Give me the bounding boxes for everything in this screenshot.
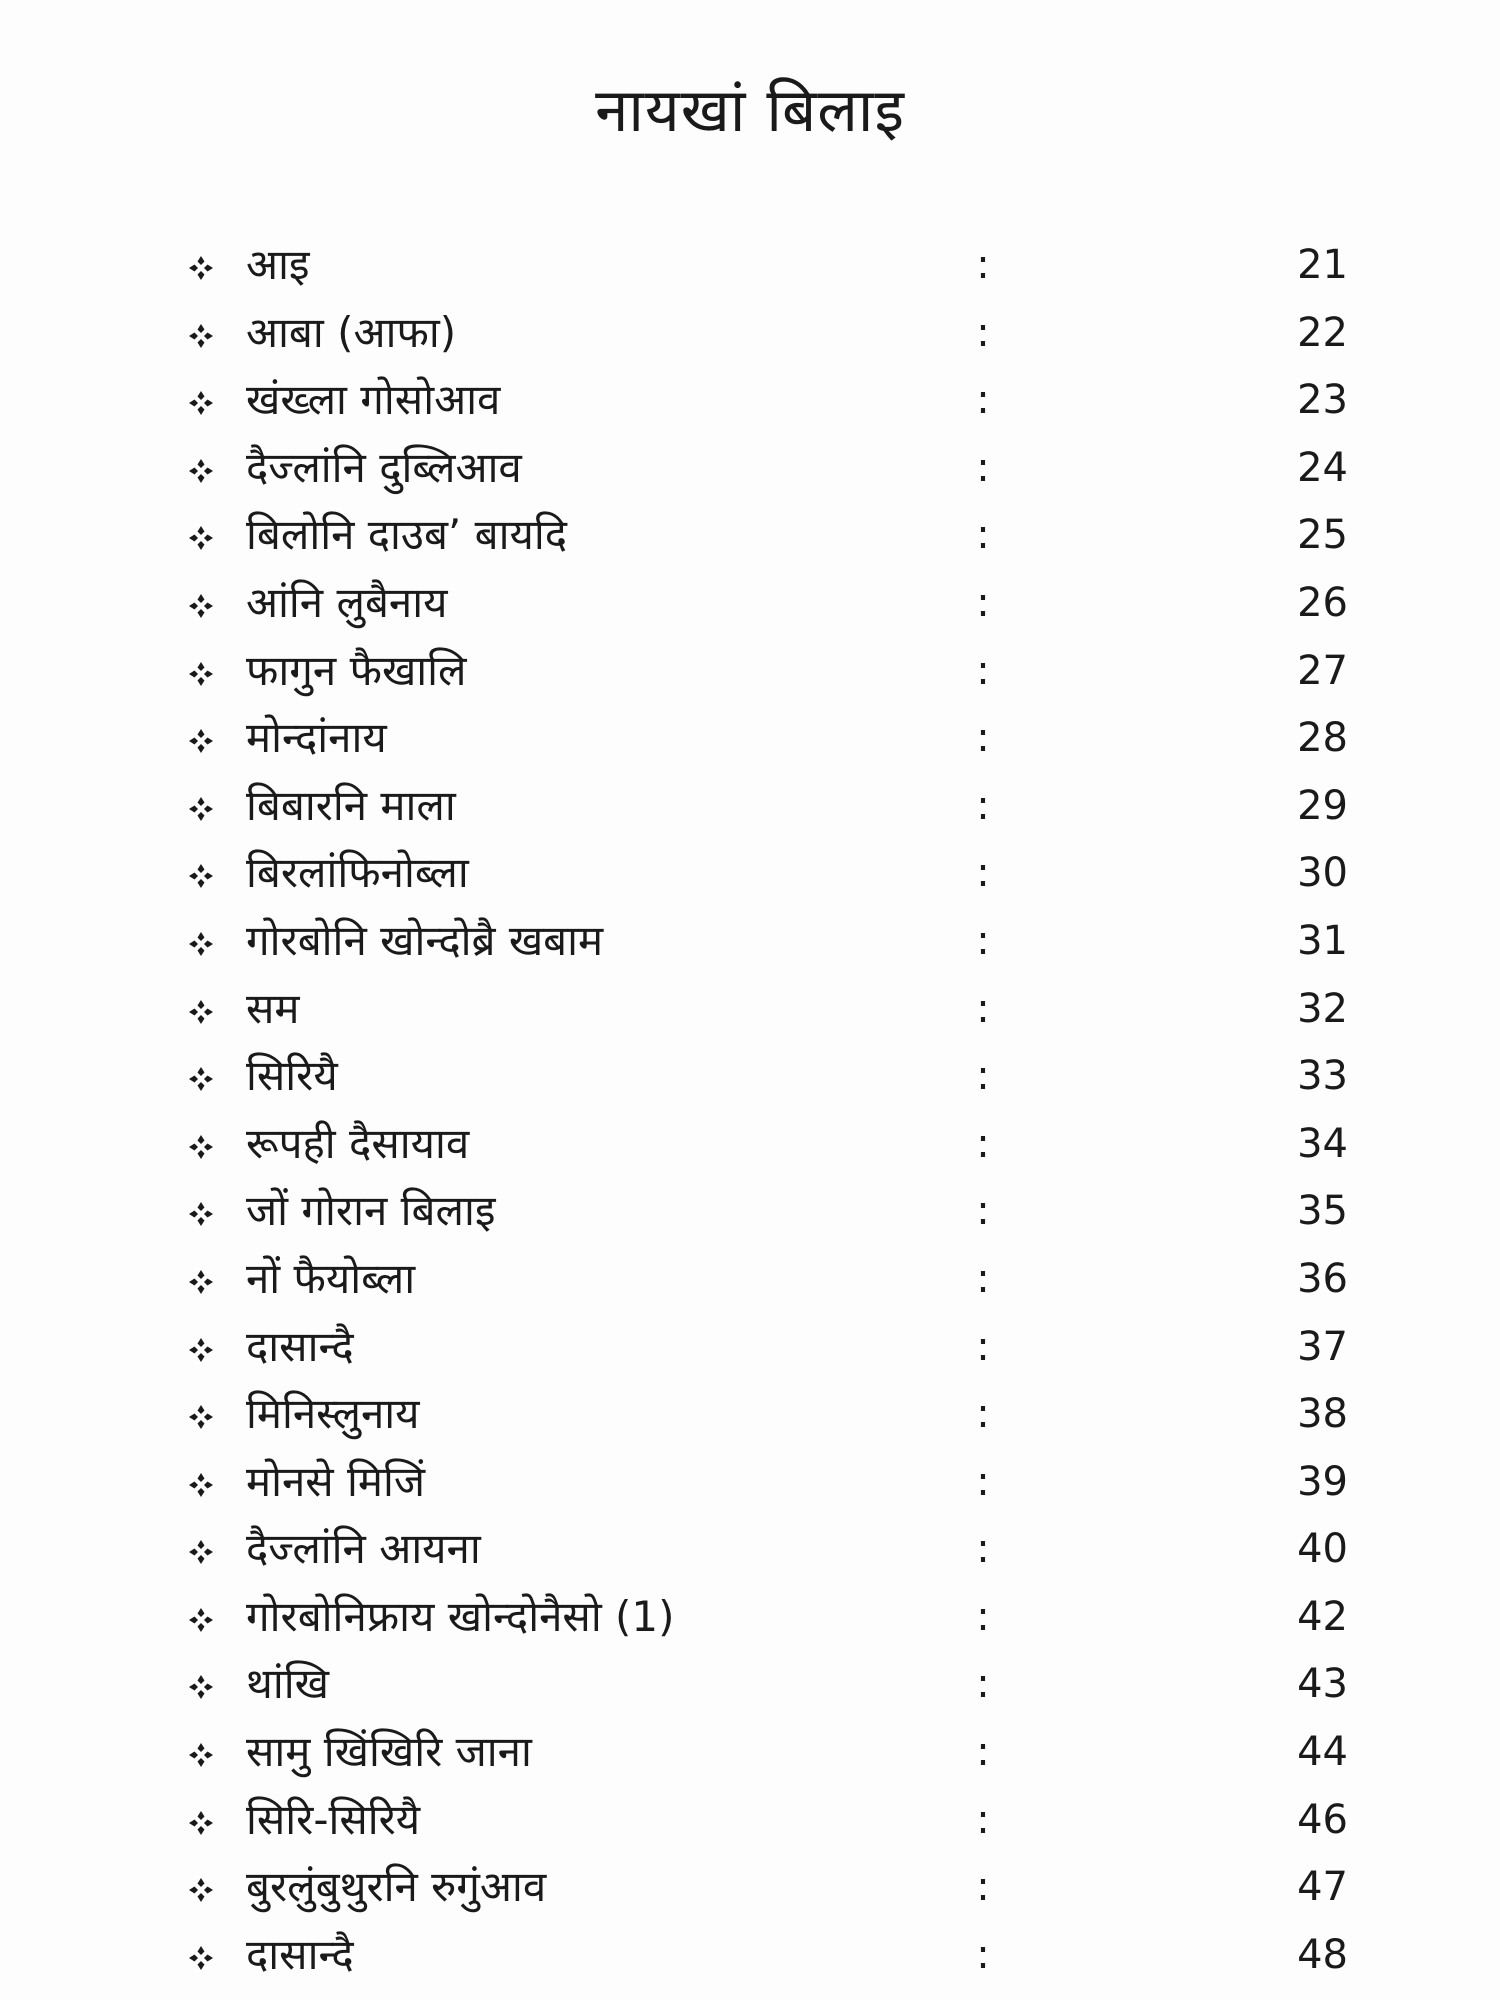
toc-separator: : [976,1323,990,1370]
diamond-bullet-icon [188,1607,214,1633]
toc-entry-title: सिरियै [246,1051,338,1101]
toc-entry-title: फागुन फैखालि [246,645,467,695]
toc-separator: : [976,1796,990,1843]
toc-page-number: 30 [1297,850,1348,897]
toc-page-number: 40 [1297,1526,1348,1573]
toc-entry [0,233,1500,301]
toc-entry [0,1923,1500,1991]
toc-page-number: 26 [1297,579,1348,626]
toc-page-number: 31 [1297,917,1348,964]
diamond-bullet-icon [188,458,214,484]
diamond-bullet-icon [188,1877,214,1903]
toc-separator: : [976,1391,990,1438]
toc-page-number: 21 [1297,242,1348,288]
toc-separator: : [976,1931,990,1978]
toc-entry [0,639,1500,707]
toc-entry-title: सामु खिंखिरि जाना [246,1727,532,1777]
toc-page-number: 47 [1297,1864,1348,1911]
toc-entry-title: आइ [246,240,310,289]
diamond-bullet-icon [188,1404,214,1430]
toc-separator: : [976,1053,990,1100]
toc-entry [0,1652,1500,1720]
toc-page-number: 34 [1297,1120,1348,1167]
toc-separator: : [976,715,990,762]
toc-entry [0,977,1500,1045]
diamond-bullet-icon [188,593,214,619]
toc-entry [0,1382,1500,1450]
diamond-bullet-icon [188,1742,214,1768]
toc-entry [0,1112,1500,1180]
toc-page-number: 33 [1297,1053,1348,1100]
table-of-contents [0,233,1500,1990]
diamond-bullet-icon [188,525,214,551]
toc-page-number: 24 [1297,444,1348,491]
diamond-bullet-icon [188,1066,214,1092]
toc-entry [0,774,1500,842]
toc-entry-title: आबा (आफा) [246,307,457,357]
toc-entry-title: बुरलुंबुथुरनि रुगुंआव [246,1862,547,1912]
toc-entry [0,1720,1500,1788]
toc-entry [0,1315,1500,1383]
toc-separator: : [976,1255,990,1302]
page-title: नायखां बिलाइ [595,76,905,146]
toc-entry [0,1450,1500,1518]
toc-entry [0,1585,1500,1653]
toc-entry-title: खंख्ला गोसोआव [246,375,501,425]
toc-page-number: 48 [1297,1931,1348,1978]
diamond-bullet-icon [188,1134,214,1160]
toc-entry-title: बिबारनि माला [246,780,456,830]
diamond-bullet-icon [188,796,214,822]
toc-page-number: 32 [1297,985,1348,1032]
toc-page-number: 39 [1297,1458,1348,1505]
toc-entry-title: नों फैयोब्ला [246,1253,416,1303]
toc-separator: : [976,377,990,424]
toc-separator: : [976,1729,990,1776]
toc-page-number: 36 [1297,1255,1348,1302]
toc-entry [0,841,1500,909]
toc-entry [0,1044,1500,1112]
toc-entry [0,1788,1500,1856]
toc-entry-title: मोनसे मिजिं [246,1456,426,1506]
toc-entry-title: गोरबोनि खोन्दोब्रै खबाम [246,915,604,965]
diamond-bullet-icon [188,863,214,889]
diamond-bullet-icon [188,1201,214,1227]
diamond-bullet-icon [188,323,214,349]
toc-entry-title: दैज्लांनि आयना [246,1524,481,1574]
toc-entry-title: सिरि-सिरियै [246,1794,421,1844]
toc-entry-title: बिलोनि दाउब’ बायदि [246,510,568,560]
toc-page-number: 23 [1297,377,1348,424]
toc-separator: : [976,309,990,356]
toc-entry [0,909,1500,977]
diamond-bullet-icon [188,661,214,687]
toc-entry [0,436,1500,504]
toc-separator: : [976,647,990,694]
toc-entry [0,706,1500,774]
diamond-bullet-icon [188,728,214,754]
toc-entry [0,368,1500,436]
toc-entry-title: दैज्लांनि दुब्लिआव [246,442,522,492]
toc-entry-title: सम [246,983,300,1033]
toc-page-number: 28 [1297,715,1348,762]
toc-entry-title: बिरलांफिनोब्ला [246,848,469,898]
toc-page-number: 42 [1297,1593,1348,1640]
diamond-bullet-icon [188,1810,214,1836]
toc-separator: : [976,242,990,288]
toc-separator: : [976,850,990,897]
toc-page-number: 22 [1297,309,1348,356]
toc-entry-title: थांखि [246,1659,329,1709]
toc-entry-title: मिनिस्लुनाय [246,1389,420,1439]
toc-separator: : [976,1864,990,1911]
diamond-bullet-icon [188,999,214,1025]
diamond-bullet-icon [188,1945,214,1971]
toc-entry [0,1247,1500,1315]
toc-page-number: 46 [1297,1796,1348,1843]
toc-page-number: 37 [1297,1323,1348,1370]
toc-separator: : [976,1661,990,1708]
toc-page-number: 44 [1297,1729,1348,1776]
toc-entry [0,301,1500,369]
toc-entry-title: जों गोरान बिलाइ [246,1186,496,1236]
diamond-bullet-icon [188,1539,214,1565]
diamond-bullet-icon [188,1472,214,1498]
toc-page-number: 43 [1297,1661,1348,1708]
toc-page-number: 38 [1297,1391,1348,1438]
diamond-bullet-icon [188,1674,214,1700]
toc-separator: : [976,579,990,626]
toc-page-number: 25 [1297,512,1348,559]
toc-entry-title: दासान्दै [246,1321,354,1371]
toc-page-number: 35 [1297,1188,1348,1235]
toc-page-number: 27 [1297,647,1348,694]
toc-entry [0,1179,1500,1247]
toc-separator: : [976,917,990,964]
toc-entry-title: आंनि लुबैनाय [246,577,448,627]
toc-separator: : [976,1593,990,1640]
toc-entry-title: रूपही दैसायाव [246,1118,470,1168]
toc-entry [0,1517,1500,1585]
diamond-bullet-icon [188,255,214,281]
diamond-bullet-icon [188,1269,214,1295]
toc-separator: : [976,1120,990,1167]
toc-entry-title: मोन्दांनाय [246,713,387,763]
toc-separator: : [976,444,990,491]
toc-separator: : [976,985,990,1032]
toc-separator: : [976,782,990,829]
toc-entry-title: गोरबोनिफ्राय खोन्दोनैसो (1) [246,1591,675,1641]
diamond-bullet-icon [188,1337,214,1363]
toc-separator: : [976,1188,990,1235]
toc-separator: : [976,512,990,559]
toc-entry [0,571,1500,639]
toc-entry [0,1855,1500,1923]
toc-entry-title: दासान्दै [246,1929,354,1979]
diamond-bullet-icon [188,390,214,416]
toc-entry [0,503,1500,571]
toc-separator: : [976,1458,990,1505]
diamond-bullet-icon [188,931,214,957]
toc-separator: : [976,1526,990,1573]
toc-page-number: 29 [1297,782,1348,829]
